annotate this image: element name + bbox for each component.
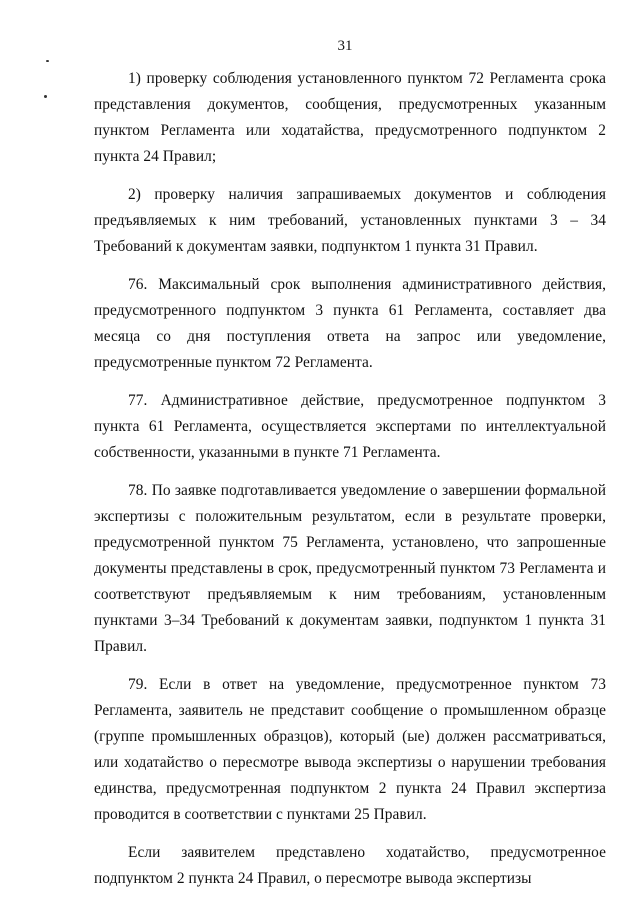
scan-speck [46, 60, 49, 62]
paragraph-77: 77. Административное действие, предусмотренное подпунктом 3 пункта 61 Регламента, осуществляется экспертами по интеллектуальной собственности, указанными в пункте 71 Регламента. [94, 392, 606, 461]
paragraph-sub-2: 2) проверку наличия запрашиваемых документов и соблюдения предъявляемых к ним требований, установленных пунктами 3 – 34 Требований к документам заявки, подпунктом 1 пункта 31 Правил. [94, 186, 606, 255]
scan-speck [44, 95, 47, 98]
page-number: 31 [337, 38, 353, 54]
document-body [94, 66, 606, 892]
paragraph-76: 76. Максимальный срок выполнения административного действия, предусмотренного подпунктом 3 пункта 61 Регламента, составляет два месяца со дня поступления ответа на запрос или уведомление, предусмотренные пунктом 72 Регламента. [94, 276, 606, 371]
paragraph-continuation: Если заявителем представлено ходатайство, предусмотренное подпунктом 2 пункта 24 Правил, о пересмотре вывода экспертизы [94, 844, 606, 887]
paragraph-sub-1: 1) проверку соблюдения установленного пунктом 72 Регламента срока представления документов, сообщения, предусмотренных указанным пунктом Регламента или ходатайства, предусмотренного подпунктом 2 пункта 24 Правил; [94, 70, 606, 165]
paragraph-78: 78. По заявке подготавливается уведомление о завершении формальной экспертизы с положительным результатом, если в результате проверки, предусмотренной пунктом 75 Регламента, установлено, что запрошенные документы представлены в срок, предусмотренный пунктом 73 Регламента и соответствуют предъявляемым к ним требованиям, установленным пунктами 3–34 Требований к документам заявки, подпунктом 1 пункта 31 Правил. [94, 482, 606, 655]
paragraph-79: 79. Если в ответ на уведомление, предусмотренное пунктом 73 Регламента, заявитель не представит сообщение о промышленном образце (группе промышленных образцов), который (ые) должен рассматриваться, или ходатайство о пересмотре вывода экспертизы о нарушении требования единства, предусмотренная подпунктом 2 пункта 24 Правил экспертиза проводится в соответствии с пунктами 25 Правил. [94, 676, 606, 823]
